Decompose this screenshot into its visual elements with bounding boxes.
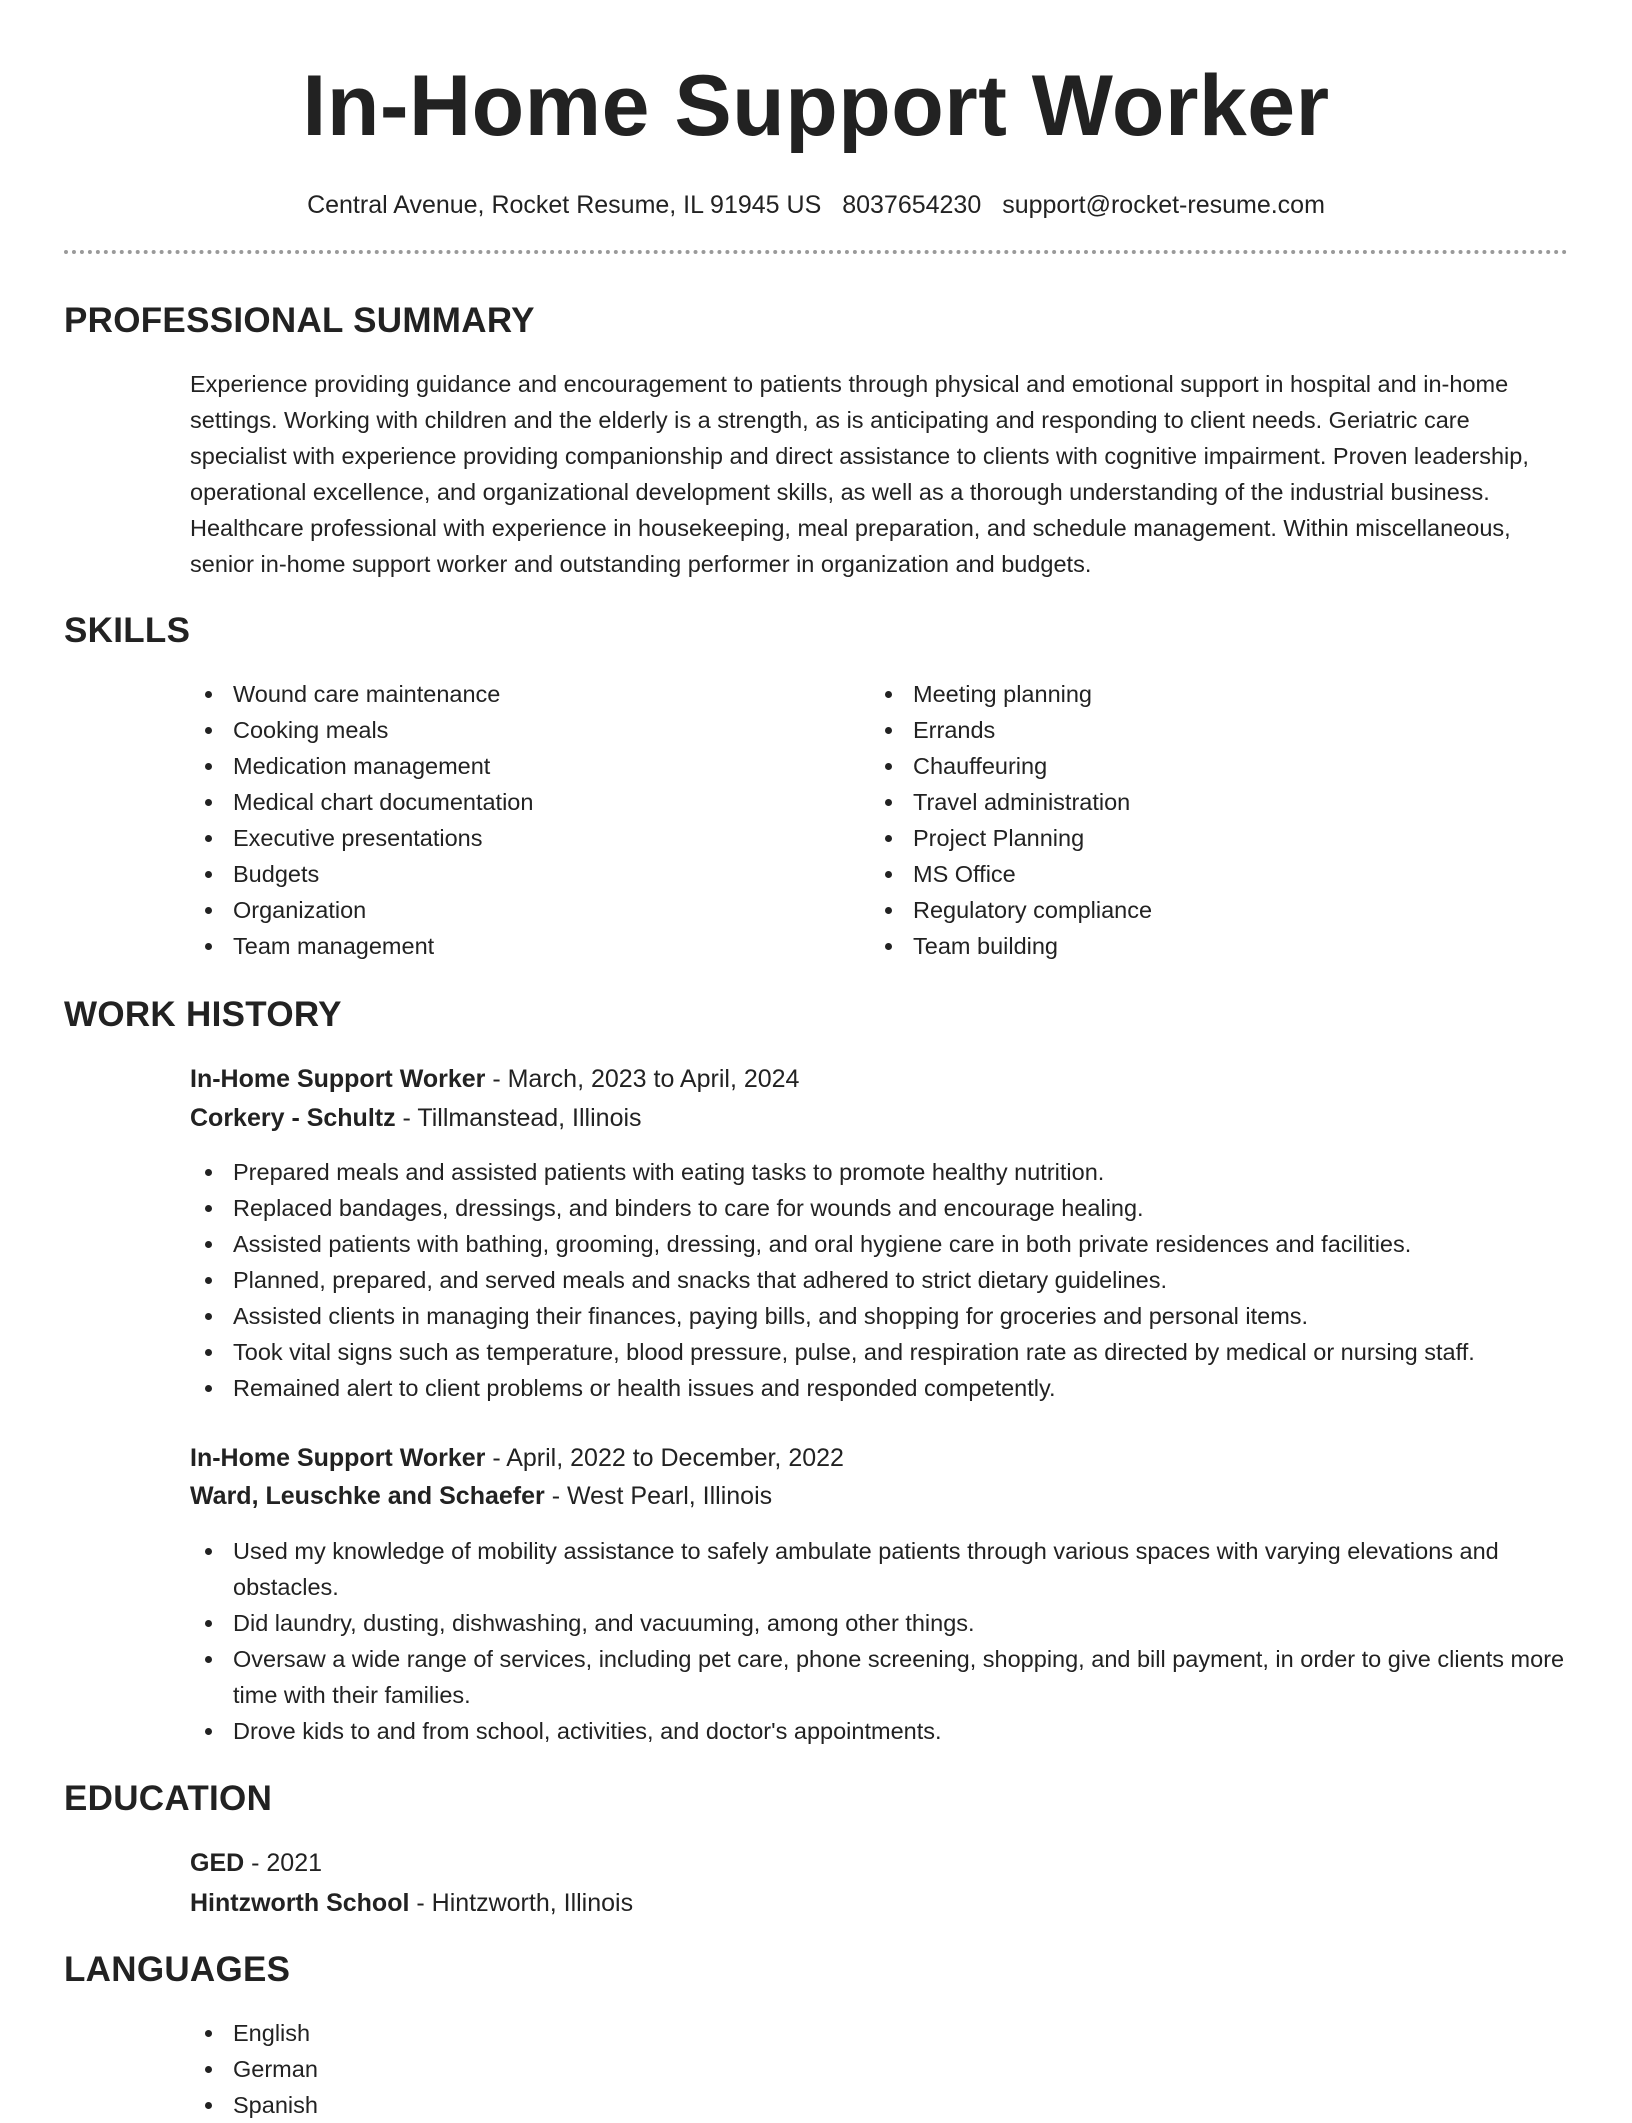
work-history-heading: WORK HISTORY (64, 995, 342, 1034)
job-company-line (190, 1100, 642, 1136)
job-duty: Replaced bandages, dressings, and binders to care for wounds and encourage healing. (190, 1190, 1570, 1226)
contact-email: support@rocket-resume.com (1002, 191, 1325, 219)
skills-heading: SKILLS (64, 611, 191, 650)
skill-item: Cooking meals (190, 712, 830, 748)
skill-item: Executive presentations (190, 820, 830, 856)
contact-phone: 8037654230 (842, 191, 982, 219)
summary-text: Experience providing guidance and encouragement to patients through physical and emotional support in hospital and in-home settings. Working with children and the elderly is a strength, as is anticipating and responding to client needs. Geriatric care specialist with experience providing companionship and direct assistance to clients with cognitive impairment. Proven leadership, operational excellence, and organizational development skills, as well as a thorough understanding of the industrial business. Healthcare professional with experience in housekeeping, meal preparation, and schedule management. Within miscellaneous, senior in-home support worker and outstanding performer in organization and budgets. (190, 371, 1529, 577)
education-location: - Hintzworth, Illinois (409, 1889, 634, 1917)
job-duty: Used my knowledge of mobility assistance to safely ambulate patients through various spaces with varying elevations and obstacles. (190, 1533, 1570, 1605)
job-duty: Assisted patients with bathing, grooming, dressing, and oral hygiene care in both private residences and facilities. (190, 1226, 1570, 1262)
job-company: Ward, Leuschke and Schaefer (190, 1482, 545, 1510)
skill-item: Project Planning (870, 820, 1510, 856)
language-item: English (190, 2015, 1570, 2051)
contact-address: Central Avenue, Rocket Resume, IL 91945 US (307, 191, 822, 219)
skill-item: Medication management (190, 748, 830, 784)
job-duty: Assisted clients in managing their finances, paying bills, and shopping for groceries and personal items. (190, 1298, 1570, 1334)
job-duty: Did laundry, dusting, dishwashing, and vacuuming, among other things. (190, 1605, 1570, 1641)
job-duty: Oversaw a wide range of services, including pet care, phone screening, shopping, and bill payment, in order to give clients more time with their families. (190, 1641, 1570, 1713)
job-duty: Took vital signs such as temperature, blood pressure, pulse, and respiration rate as directed by medical or nursing staff. (190, 1334, 1570, 1370)
education-school-line (190, 1885, 633, 1921)
skill-item: MS Office (870, 856, 1510, 892)
job-location: - Tillmanstead, Illinois (395, 1104, 642, 1132)
job-duty: Remained alert to client problems or health issues and responded competently. (190, 1370, 1570, 1406)
job-duties-list (190, 1533, 1570, 1749)
contact-line (0, 188, 1632, 222)
education-degree: GED (190, 1849, 245, 1877)
skills-left-column (190, 676, 830, 964)
language-item: German (190, 2051, 1570, 2087)
job-duty: Prepared meals and assisted patients with eating tasks to promote healthy nutrition. (190, 1154, 1570, 1190)
job-title-line (190, 1061, 799, 1097)
job-duty: Drove kids to and from school, activities, and doctor's appointments. (190, 1713, 1570, 1749)
job-company: Corkery - Schultz (190, 1104, 396, 1132)
job-dates: - March, 2023 to April, 2024 (485, 1065, 800, 1093)
skill-item: Team management (190, 928, 830, 964)
skill-item: Team building (870, 928, 1510, 964)
job-dates: - April, 2022 to December, 2022 (485, 1444, 844, 1472)
language-item: Spanish (190, 2087, 1570, 2123)
education-year: - 2021 (244, 1849, 323, 1877)
job-title-line (190, 1440, 844, 1476)
skill-item: Chauffeuring (870, 748, 1510, 784)
job-title: In-Home Support Worker (190, 1065, 486, 1093)
education-degree-line (190, 1845, 322, 1881)
languages-list (190, 2015, 1570, 2123)
job-duty: Planned, prepared, and served meals and snacks that adhered to strict dietary guidelines. (190, 1262, 1570, 1298)
header-divider (64, 250, 1568, 254)
resume-header (0, 0, 1632, 222)
job-title: In-Home Support Worker (190, 1444, 486, 1472)
education-heading: EDUCATION (64, 1779, 273, 1818)
skill-item: Travel administration (870, 784, 1510, 820)
education-school: Hintzworth School (190, 1889, 410, 1917)
skill-item: Budgets (190, 856, 830, 892)
skill-item: Organization (190, 892, 830, 928)
skill-item: Regulatory compliance (870, 892, 1510, 928)
skill-item: Medical chart documentation (190, 784, 830, 820)
job-company-line (190, 1478, 772, 1514)
skill-item: Errands (870, 712, 1510, 748)
languages-heading: LANGUAGES (64, 1950, 291, 1989)
skills-right-column (870, 676, 1510, 964)
candidate-name: In-Home Support Worker (302, 58, 1330, 154)
job-location: - West Pearl, Illinois (544, 1482, 773, 1510)
job-duties-list (190, 1154, 1570, 1406)
skill-item: Wound care maintenance (190, 676, 830, 712)
skill-item: Meeting planning (870, 676, 1510, 712)
summary-heading: PROFESSIONAL SUMMARY (64, 301, 535, 340)
